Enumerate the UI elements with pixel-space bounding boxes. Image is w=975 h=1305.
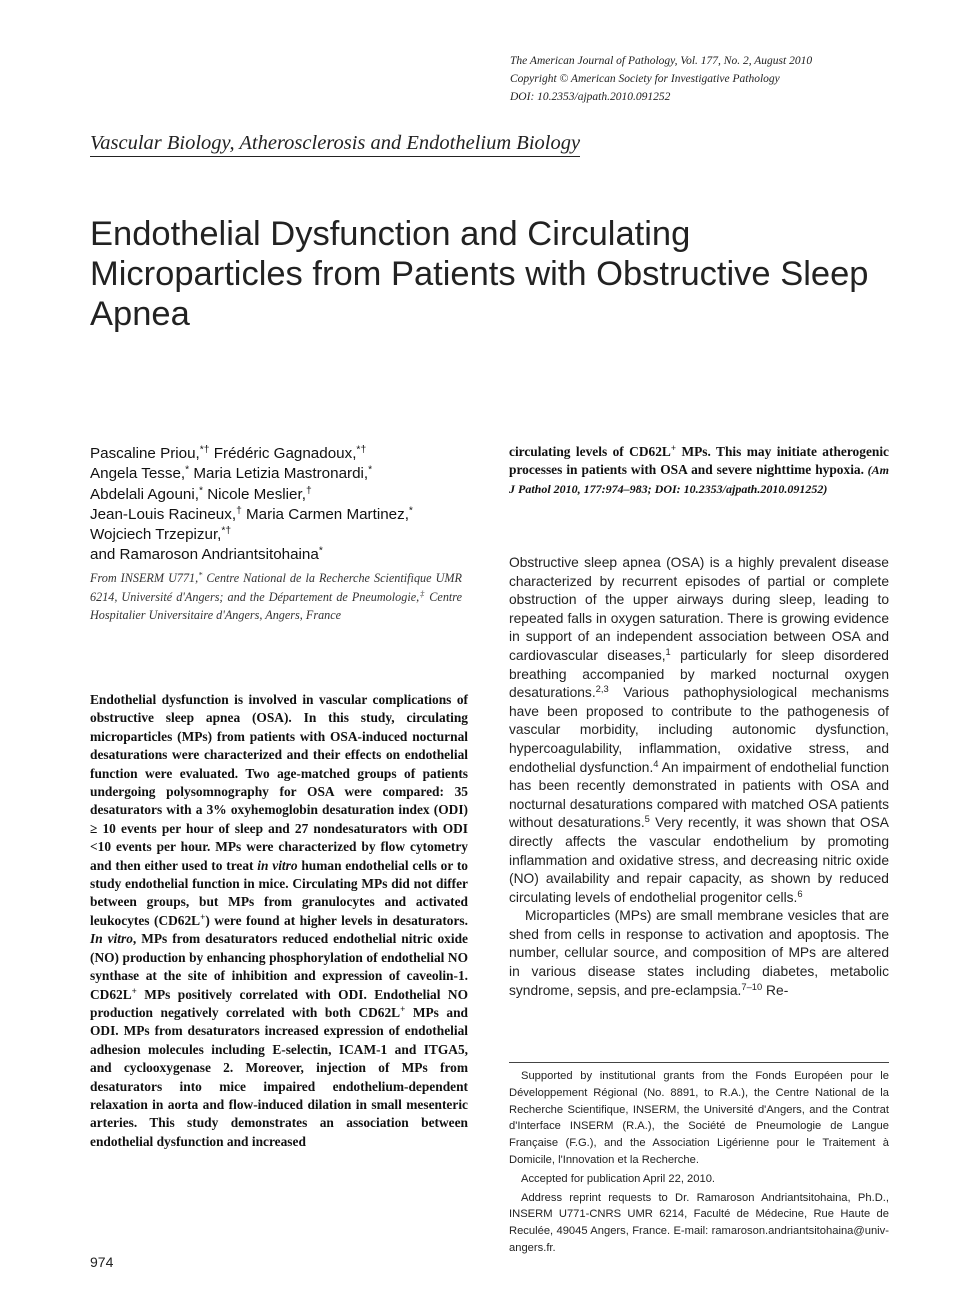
abstract-superscript: + [200, 911, 206, 922]
abstract [90, 691, 468, 1151]
abstract-text: human endothelial cells or to study endothelial function in mice. Circulating MPs did not differ between groups, but MPs from granulocytes and activated leukocytes (CD62L [90, 857, 468, 928]
section-label: Vascular Biology, Atherosclerosis and Endothelium Biology [90, 132, 580, 157]
section-heading [90, 132, 650, 155]
author-name: Abdelali Agouni, [90, 485, 199, 503]
reference-mark: 5 [644, 814, 650, 825]
reference-mark: 6 [797, 888, 803, 899]
author-mark: † [236, 505, 242, 517]
abstract-continued [509, 443, 889, 498]
abstract-text: MPs positively correlated with ODI. Endothelial NO production negatively correlated with both CD62L [90, 986, 468, 1020]
abstract-text: MPs. This may initiate atherogenic processes in patients with OSA and severe nighttime hypoxia. [509, 444, 889, 478]
funding-note: Supported by institutional grants from the Fonds Européen pour le Développement Régional (No. 8891, to R.A.), the Centre National de la Recherche Scientifique, INSERM, the Université d'Angers, and the Contrat d'Interface INSERM (R.A.), the Société de Pneumologie de Langue Française (F.G.), and the Association Ligérienne pour le Traitement à Domicile, l'Innovation et la Recherche. [509, 1070, 889, 1166]
author-name: Frédéric Gagnadoux, [209, 445, 357, 462]
author-list [90, 444, 470, 566]
author-name: Angela Tesse, [90, 465, 186, 483]
author-line [90, 485, 470, 505]
abstract-text: Endothelial dysfunction is involved in vascular complications of obstructive sleep apnea (OSA). In this study, circulating microparticles (MPs) from patients with OSA-induced nocturnal desaturations were characterized and their effects on endothelial function were evaluated. Two age-matched groups of patients undergoing polysomnography for OSA were compared: 35 desaturators with a 3% oxyhemoglobin desaturation index (ODI) ≥ 10 events per hour of sleep and 27 nondesaturators with ODI <10 events per hour. MPs were characterized by flow cytometry and then either used to treat [90, 692, 468, 873]
body-text: Very recently, it was shown that OSA directly affects the vascular endothelium by promoting inflammation and oxidative stress, and decreasing nitric oxide (NO) availability and repair capacity, as shown by reduced circulating levels of endothelial progenitor cells. [509, 815, 890, 905]
body-text: Re- [762, 982, 789, 998]
journal-doi: DOI: 10.2353/ajpath.2010.091252 [510, 91, 671, 103]
body-text: An impairment of endothelial function has been recently demonstrated in patients with OSA and nocturnal desaturations compared with matched OSA patients without desaturations. [509, 759, 889, 831]
abstract-text: , MPs from desaturators reduced endothelial nitric oxide (NO) production by enhancing phosphorylation of endothelial NO synthase at the site of inhibition and expression of caveolin-1. CD62L [90, 931, 468, 1002]
affiliation-text: From INSERM U771, [90, 571, 199, 585]
author-line [90, 545, 470, 565]
body-text: particularly for sleep disordered breathing accompanied by marked nocturnal oxygen desaturations. [509, 647, 889, 701]
body-text: Microparticles (MPs) are small membrane vesicles that are shed from cells in response to activation and apoptosis. The number, cellular source, and composition of MPs are altered in various disease states including diabetes, metabolic syndrome, sepsis, and pre-eclampsia. [509, 908, 889, 998]
author-name: Jean-Louis Racineux, [90, 505, 237, 523]
author-line [90, 444, 470, 464]
abstract-superscript: + [131, 985, 137, 996]
reference-mark: 1 [665, 646, 671, 657]
body-paragraph [509, 554, 889, 907]
abstract-text: MPs and ODI. MPs from desaturators increased expression of endothelial adhesion molecules including E-selectin, ICAM-1 and ITGA5, and cyclooxygenase 2. Moreover, injection of MPs from desaturators into mice impaired endothelium-dependent relaxation in aorta and flow-induced dilation in small mesenteric arteries. This study demonstrates an association between endothelial dysfunction and increased [90, 1004, 468, 1149]
author-name: Pascaline Priou, [90, 445, 200, 462]
journal-citation: The American Journal of Pathology, Vol. 177, No. 2, August 2010 [510, 55, 813, 67]
author-name: Maria Letizia Mastronardi, [189, 465, 369, 483]
affiliation-text: Centre National de la Recherche Scientifique UMR 6214, Université d'Angers; and the Département de Pneumologie, [90, 571, 462, 604]
author-mark: *† [221, 525, 232, 537]
author-mark: † [305, 484, 312, 496]
author-mark: * [408, 505, 413, 517]
body-text: Obstructive sleep apnea (OSA) is a highly prevalent disease characterized by recurrent episodes of partial or complete obstruction of the upper airways during sleep, leading to repeated falls in oxygen saturation. There is growing evidence in support of an independent association between OSA and cardiovascular diseases, [509, 555, 889, 663]
author-mark: *† [199, 444, 210, 456]
author-mark: * [318, 545, 323, 557]
affiliation-mark: ‡ [419, 588, 426, 598]
abstract-text: ) were found at higher levels in desaturators. [205, 912, 468, 928]
author-line [90, 505, 470, 525]
reference-mark: 4 [653, 758, 659, 769]
author-name: and Ramaroson Andriantsitohaina [90, 546, 319, 564]
author-mark: * [185, 464, 190, 476]
accepted-note: Accepted for publication April 22, 2010. [521, 1172, 716, 1185]
abstract-superscript: + [400, 1003, 406, 1014]
author-mark: * [368, 464, 373, 476]
article-body [509, 554, 889, 1000]
abstract-superscript: + [670, 443, 677, 453]
body-text: Various pathophysiological mechanisms have been proposed to contribute to the pathogenesis of vascular morbidity, including autonomic dysfunction, hypercoagulability, inflammation, oxidative stress, and endothelial dysfunction. [509, 685, 889, 775]
author-line [90, 464, 470, 484]
journal-header [510, 52, 950, 106]
page-number: 974 [90, 1254, 114, 1270]
abstract-text: circulating levels of CD62L [509, 444, 671, 459]
author-name: Maria Carmen Martinez, [241, 505, 409, 523]
footnote-divider [509, 1062, 889, 1063]
address-note: Address reprint requests to Dr. Ramaroson Andriantsitohaina, Ph.D., INSERM U771-CNRS UMR 6214, Faculté de Médecine, Rue Haute de Reculée, 49045 Angers, France. E-mail: ramaroson.andriantsitohaina@univ-angers.fr. [509, 1191, 889, 1254]
affiliation-mark: * [198, 570, 203, 580]
author-name: Wojciech Trzepizur, [90, 526, 222, 544]
affiliations [90, 569, 462, 625]
reference-mark: 7–10 [741, 981, 763, 992]
author-mark: *† [356, 444, 367, 456]
journal-copyright: Copyright © American Society for Investigative Pathology [510, 73, 780, 85]
body-paragraph [509, 907, 889, 1000]
article-title: Endothelial Dysfunction and Circulating Microparticles from Patients with Obstructive Sleep Apnea [90, 215, 869, 333]
abstract-citation: (Am J Pathol 2010, 177:974–983; DOI: 10.2353/ajpath.2010.091252) [509, 463, 889, 496]
author-line [90, 525, 470, 545]
reference-mark: 2,3 [595, 684, 609, 694]
author-name: Nicole Meslier, [202, 485, 306, 503]
abstract-italic: in vitro [257, 857, 298, 873]
footnotes [509, 1068, 889, 1259]
abstract-italic: In vitro [90, 931, 133, 947]
author-mark: * [198, 484, 203, 496]
affiliation-text: Centre Hospitalier Universitaire d'Angers, Angers, France [90, 589, 463, 622]
